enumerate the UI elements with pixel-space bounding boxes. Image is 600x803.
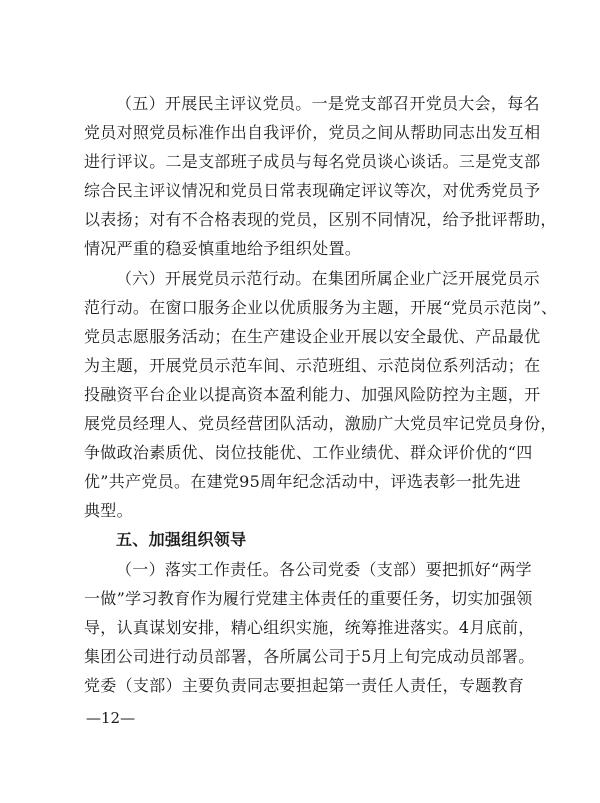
paragraph-line: 党员志愿服务活动；在生产建设企业开展以安全最优、产品最优 — [84, 326, 541, 346]
paragraph-line: 一做”学习教育作为履行党建主体责任的重要任务，切实加强领 — [84, 588, 533, 608]
paragraph-line: 进行评议。二是支部班子成员与每名党员谈心谈话。三是党支部 — [84, 152, 541, 172]
paragraph-line: 集团公司进行动员部署，各所属公司于5月上旬完成动员部署。 — [84, 646, 535, 666]
paragraph-line: 情况严重的稳妥慎重地给予组织处置。 — [84, 239, 362, 259]
paragraph-line: 投融资平台企业以提高资本盈利能力、加强风险防控为主题，开 — [84, 384, 541, 404]
paragraph-line: （一）落实工作责任。各公司党委（支部）要把抓好“两学 — [116, 559, 532, 579]
paragraph-line: 争做政治素质优、岗位技能优、工作业绩优、群众评价优的“四 — [84, 443, 533, 463]
paragraph-line: 典型。 — [84, 501, 133, 521]
paragraph-line: 党员对照党员标准作出自我评价，党员之间从帮助同志出发互相 — [84, 123, 541, 143]
paragraph-line: 导，认真谋划安排，精心组织实施，统筹推进落实。4月底前， — [84, 617, 535, 637]
paragraph-line: （六）开展党员示范行动。在集团所属企业广泛开展党员示 — [116, 268, 540, 288]
paragraph-line: 优”共产党员。在建党95周年纪念活动中，评选表彰一批先进 — [84, 472, 521, 492]
paragraph-line: 展党员经理人、党员经营团队活动，激励广大党员牢记党员身份， — [84, 414, 557, 434]
paragraph-line: 综合民主评议情况和党员日常表现确定评议等次，对优秀党员予 — [84, 181, 541, 201]
paragraph-line: （五）开展民主评议党员。一是党支部召开党员大会，每名 — [116, 94, 540, 113]
section-heading: 五、加强组织领导 — [116, 530, 247, 550]
paragraph-line: 为主题，开展党员示范车间、示范班组、示范岗位系列活动；在 — [84, 355, 541, 375]
paragraph-line: 以表扬；对有不合格表现的党员，区别不同情况，给予批评帮助， — [84, 210, 557, 230]
paragraph-line: 党委（支部）主要负责同志要担起第一责任人责任，专题教育 — [84, 675, 525, 695]
page-number: —12— — [86, 709, 136, 727]
paragraph-line: 范行动。在窗口服务企业以优质服务为主题，开展“党员示范岗”、 — [84, 297, 558, 317]
